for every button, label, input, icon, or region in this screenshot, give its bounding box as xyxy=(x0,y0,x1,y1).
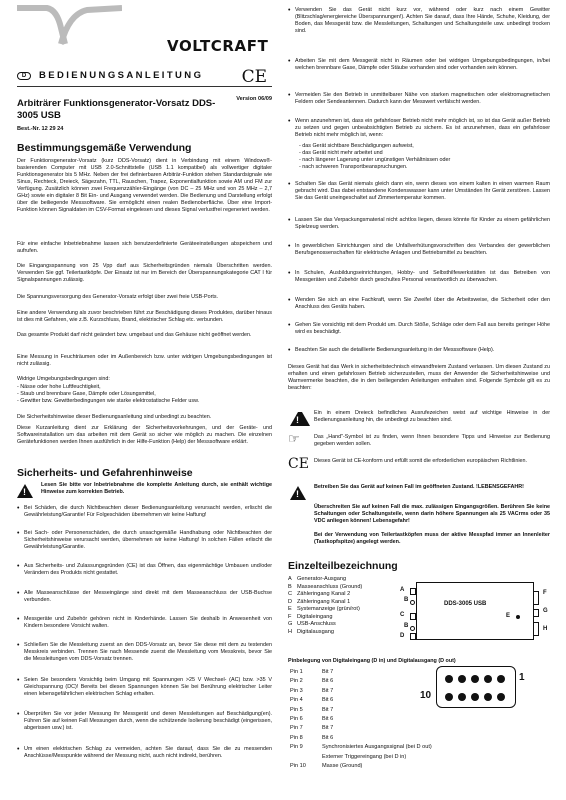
symbol-text: Das „Hand"-Symbol ist zu finden, wenn Ihnen besondere Tipps und Hinweise zur Bedienung gegeben werden sollen. xyxy=(314,434,550,447)
table-row: Externer Triggereingang (bei D in) xyxy=(322,753,407,760)
callout-label: F xyxy=(543,590,547,596)
connector-pinout xyxy=(436,666,516,708)
table-row: Pin 9 Synchronisiertes Ausgangssignal (bei D out) xyxy=(290,744,432,751)
table-row: Pin 5 Bit 7 xyxy=(290,706,334,713)
manual-title: BEDIENUNGSANLEITUNG xyxy=(39,70,204,81)
paragraph: Widrige Umgebungsbedingungen sind: xyxy=(17,376,110,382)
ground-port xyxy=(410,626,415,631)
device-label: DDS-3005 USB xyxy=(444,601,487,607)
callout-label: E xyxy=(506,613,511,619)
section-heading: Einzelteilbezeichnung xyxy=(288,560,398,572)
symbol-text: Ein in einem Dreieck befindliches Ausrufezeichen weist auf wichtige Hinweise in der Bedienungsanleitung hin, die unbedingt zu beachten sind. xyxy=(314,410,550,423)
table-row: Pin 1 Bit 7 xyxy=(290,669,334,675)
list-item: • Alle Masseanschlüsse der Messeingänge sind direkt mit dem Masseanschluss der USB-Buchse verbunden. xyxy=(17,590,272,604)
pin-dot xyxy=(497,675,505,683)
warning-triangle-icon: ! xyxy=(290,486,306,500)
list-item: • Verwenden Sie das Gerät nicht kurz vor, während oder kurz nach einem Gewitter (Blitzschlag/energiereiche Überspannungen!). Achten Sie darauf, dass Ihre Hände, Schuhe, Kleidung, der Boden, das Messgerät bzw. die Messleitungen, Schaltungen und Schaltungsteile usw. unbedingt trocken sind. xyxy=(288,7,550,35)
list-item: • Wenn anzunehmen ist, dass ein gefahrloser Betrieb nicht mehr möglich ist, so ist das Gerät außer Betrieb zu setzen und gegen unbeabsichtigten Betrieb zu sichern. Es ist anzunehmen, dass ein gefahrloser Betrieb nicht mehr möglich ist, wenn: xyxy=(288,118,550,139)
paragraph: Das gesamte Produkt darf nicht geändert bzw. umgebaut und das Gehäuse nicht geöffnet werden. xyxy=(17,332,252,338)
language-badge: D xyxy=(17,72,31,80)
pin-dot xyxy=(445,693,453,701)
warning-triangle-icon: ! xyxy=(17,484,33,498)
legend-item: B Masseanschluss (Ground) xyxy=(288,583,363,590)
paragraph: Für eine einfache Inbetriebnahme lassen sich benutzerdefinierte Geräteeinstellungen abspeichern und aufrufen. xyxy=(17,241,272,254)
list-item: • Beachten Sie auch die detaillierte Bedienungsanleitung in der Messsoftware (Help). xyxy=(288,347,550,354)
callout-label: B xyxy=(404,623,409,629)
table-row: Pin 6 Bit 6 xyxy=(290,716,334,723)
legend-item: E Systemanzeige (grün/rot) xyxy=(288,606,360,612)
divider xyxy=(17,86,272,87)
list-item: • Wenden Sie sich an eine Fachkraft, wenn Sie Zweifel über die Arbeitsweise, die Sicherheit oder den Anschluss des Geräts haben. xyxy=(288,297,550,311)
list-item: • Seien Sie besonders Vorsichtig beim Umgang mit Spannungen >25 V Wechsel- (AC) bzw. >35 V Gleichspannung (DC)! Bereits bei diesen Spannungen können Sie bei Berührung elektrischer Leiter einen lebensgefährlichen elektrischen Schlag erhalten. xyxy=(17,677,272,698)
digital-input-port xyxy=(533,591,539,605)
list-item: - Gewitter bzw. Gewitterbedingungen wie starke elektrostatische Felder usw. xyxy=(17,398,200,404)
paragraph: Die Spannungsversorgung des Generator-Vorsatz erfolgt über zwei freie USB-Ports. xyxy=(17,294,219,300)
product-title: Arbiträrer Funktionsgenerator-Vorsatz DDS-3005 USB xyxy=(17,98,216,121)
paragraph: Diese Kurzanleitung dient zur Erklärung der Sicherheitsvorkehrungen, und der Geräte- und Softwareinstallation um das arbeiten mit dem Gerät so sicher wie möglich zu machen. Die einzelnen Gerätefunktionen werden Ihnen ausführlich in der Hilfe-Funktion (Help) der Messsoftware erklärt. xyxy=(17,425,272,445)
table-row: Pin 3 Bit 7 xyxy=(290,687,334,694)
list-item: - das Gerät nicht mehr arbeitet und xyxy=(299,150,383,156)
warning-text: Betreiben Sie das Gerät auf keinen Fall im geöffneten Zustand. !LEBENSGEFAHR! xyxy=(314,484,524,490)
callout-label: H xyxy=(543,626,548,632)
manual-header xyxy=(17,67,272,87)
warning-text: Lesen Sie bitte vor Inbetriebnahme die komplette Anleitung durch, sie enthält wichtige Hinweise zum korrekten Betrieb. xyxy=(41,482,272,495)
pin-label-1: 1 xyxy=(519,672,525,683)
legend-item: G USB-Anschluss xyxy=(288,621,336,627)
paragraph: Dieses Gerät hat das Werk in sicherheitstechnisch einwandfreiem Zustand verlassen. Um diesen Zustand zu erhalten und einen gefahrlosen Betrieb sicherzustellen, muss der Anwender die Sicherheitshinweise und Warnvermerke beachten, die in den beiliegenden Anleitungen enthalten sind. Folgende Symbole gilt es zu beachten: xyxy=(288,364,550,391)
callout-label: A xyxy=(400,587,405,593)
paragraph: Die Sicherheitshinweise dieser Bedienungsanleitung sind unbedingt zu beachten. xyxy=(17,414,212,420)
list-item: - nach längerer Lagerung unter ungünstigen Verhältnissen oder xyxy=(299,157,451,163)
paragraph: Die Eingangsspannung von 25 Vpp darf aus Sicherheitsgründen niemals Überschritten werden. Verwenden Sie ggf. Teilertastköpfe. Der Einsatz ist nur im Bereich der Überspannungskategorie CAT I für Signalspannungen zulässig. xyxy=(17,263,272,283)
paragraph: Der Funktionsgenerator-Vorsatz (kurz DDS-Vorsatz) dient in Verbindung mit einem Windows®-basierenden Computer mit USB 2.0-Schnittstelle (USB 1.1 kompatibel) als vollwertiger digitaler Funktionsgenerator bis 5 MHz. Neben der frei definierbaren Arbiträr-Funktion stehen Standardsignale wie Sinus, Rechteck, Dreieck, Sägezahn, TTL, Rauschen, Trapez, Exponentialfunktion sowie AM und FM zur Verfügung. Zusätzlich können zwei Frequenzzähler-Eingänge (von DC – 25 MHz und von 25 MHz – 2,7 GHz) sowie ein digitaler 8 Bit Ein- und Ausgang verwendet werden. Die Bedienung und Darstellung erfolgt über die beiliegende Messsoftware. Sie ermöglicht einen realen Bedienoberfläche. Über eine Import-Funktion können Signaldaten im CSV-Format eingelesen und dieses Signal verlustfrei regeneriert werden. xyxy=(17,158,272,213)
list-item: - Nässe oder hohe Luftfeuchtigkeit, xyxy=(17,384,101,390)
list-item: • Bei Schäden, die durch Nichtbeachten dieser Bedienungsanleitung verursacht werden, erlischt die Gewährleistung/Garantie! Für Folgeschäden übernehmen wir keine Haftung! xyxy=(17,505,272,519)
legend-item: F Digitaleingang xyxy=(288,613,333,620)
list-item: - das Gerät sichtbare Beschädigungen aufweist, xyxy=(299,143,414,149)
ground-port xyxy=(410,600,415,605)
pin-dot xyxy=(471,675,479,683)
list-item: - nach schweren Transportbeanspruchungen. xyxy=(299,164,408,170)
list-item: • Schalten Sie das Gerät niemals gleich dann ein, wenn dieses von einem kalten in einen warmen Raum gebracht wird. Das dabei entstandene Kondenswasser kann unter Umständen Ihr Gerät zerstören. Lassen Sie das Gerät uneingeschaltet auf Zimmertemperatur kommen. xyxy=(288,181,550,202)
table-row: Pin 2 Bit 6 xyxy=(290,678,334,685)
list-item: • Gehen Sie vorsichtig mit dem Produkt um. Durch Stöße, Schläge oder dem Fall aus bereits geringer Höhe wird es beschädigt. xyxy=(288,322,550,336)
list-item: • Arbeiten Sie mit dem Messgerät nicht in Räumen oder bei widrigen Umgebungsbedingungen, in/bei welchen brennbare Gase, Dämpfe oder Stäube vorhanden sind oder vorhanden sein können. xyxy=(288,58,550,72)
parts-legend xyxy=(288,576,398,636)
list-item: • Aus Sicherheits- und Zulassungsgründen (CE) ist das Öffnen, das eigenmächtige Umbauen und/oder Verändern des Produkts nicht gestattet. xyxy=(17,563,272,577)
list-item: • Lassen Sie das Verpackungsmaterial nicht achtlos liegen, dieses könnte für Kinder zu einem gefährlichen Spielzeug werden. xyxy=(288,217,550,231)
list-item: • Vermeiden Sie den Betrieb in unmittelbarer Nähe von starken magnetischen oder elektromagnetischen Feldern oder Sendeantennen. Dadurch kann der Messwert verfälscht werden. xyxy=(288,92,550,106)
status-led-icon xyxy=(516,615,520,619)
list-item: • Bei Sach- oder Personenschäden, die durch unsachgemäße Handhabung oder Nichtbeachten der Sicherheitshinweise verursacht werden, übernehmen wir keine Haftung! In solchen Fällen erlischt die Gewährleistung/Garantie. xyxy=(17,530,272,551)
pin-dot xyxy=(445,675,453,683)
table-row: Pin 7 Bit 7 xyxy=(290,725,334,732)
device-diagram xyxy=(400,582,550,642)
list-item: • Um einen elektrischen Schlag zu vermeiden, achten Sie darauf, dass Sie die zu messenden Anschlüsse/Messpunkte während der Messung nicht, auch nicht indirekt, berühren. xyxy=(17,746,272,760)
paragraph: Eine andere Verwendung als zuvor beschrieben führt zur Beschädigung dieses Produktes, darüber hinaus ist dies mit Gefahren, wie z.B. Kurzschluss, Brand, elektrischer Schlag etc. verbunden. xyxy=(17,310,272,323)
symbol-text: Dieses Gerät ist CE-konform und erfüllt somit die erforderlichen europäischen Richtlinien. xyxy=(314,458,528,464)
list-item: • In gewerblichen Einrichtungen sind die Unfallverhütungsvorschriften des Verbandes der gewerblichen Berufsgenossenschaften für elektrische Anlagen und Betriebsmittel zu beachten. xyxy=(288,243,550,257)
callout-label: B xyxy=(404,597,409,603)
counter-ch1-port xyxy=(410,633,416,640)
ce-mark: CE xyxy=(241,67,267,87)
list-item: - Staub und brennbare Gase, Dämpfe oder Lösungsmittel, xyxy=(17,391,156,397)
right-column xyxy=(288,0,550,800)
paragraph: Eine Messung in Feuchträumen oder im Außenbereich bzw. unter widrigen Umgebungsbedingungen ist nicht zulässig. xyxy=(17,354,272,367)
generator-output-port xyxy=(410,588,416,595)
order-number: Best.-Nr. 12 29 24 xyxy=(17,126,64,132)
brand-logo: VOLTCRAFT xyxy=(167,37,269,55)
usb-port xyxy=(533,609,539,617)
table-row: Pin 8 Bit 6 xyxy=(290,734,334,741)
section-heading: Sicherheits- und Gefahrenhinweise xyxy=(17,467,193,479)
legend-item: A Generator-Ausgang xyxy=(288,576,347,582)
device-body xyxy=(416,582,534,640)
list-item: • Messgeräte und Zubehör gehören nicht in Kinderhände. Lassen Sie deshalb in Anwesenheit von Kindern besondere Vorsicht walten. xyxy=(17,616,272,630)
pin-dot xyxy=(458,675,466,683)
callout-label: D xyxy=(400,633,405,639)
pin-label-10: 10 xyxy=(420,690,432,701)
version-label: Version 06/09 xyxy=(236,96,272,102)
table-row: Pin 10 Masse (Ground) xyxy=(290,763,363,770)
legend-item: D Zähleringang Kanal 1 xyxy=(288,598,351,605)
list-item: • Überprüfen Sie vor jeder Messung Ihr Messgerät und deren Messleitungen auf Beschädigung(en). Führen Sie auf keinen Fall Messungen durch, wenn die schützende Isolierung beschädigt (eingerissen, abgerissen usw.) ist. xyxy=(17,711,272,732)
pin-heading: Pinbelegung von Digitaleingang (D in) und Digitalausgang (D out) xyxy=(288,658,456,664)
list-item: • Schließen Sie die Messleitung zuerst an den DDS-Vorsatz an, bevor Sie diese mit dem zu testenden Messkreis verbinden. Trennen Sie nach Messende zuerst die Messleitung vom Messkreis, bevor Sie die Messleitungen vom DDS-Vorsatz trennen. xyxy=(17,642,272,663)
legend-item: H Digitalausgang xyxy=(288,628,335,635)
logo-swoosh-icon xyxy=(17,0,122,58)
callout-label: C xyxy=(400,612,405,618)
section-heading: Bestimmungsgemäße Verwendung xyxy=(17,142,192,154)
table-row: Pin 4 Bit 6 xyxy=(290,697,334,704)
pin-dot xyxy=(458,693,466,701)
pin-dot xyxy=(497,693,505,701)
callout-label: G xyxy=(543,608,548,614)
pin-dot xyxy=(471,693,479,701)
warning-text: Bei der Verwendung von Teilertastköpfen muss der aktive Messpfad immer an Innenleiter (Tastkopfspitze) angelegt werden. xyxy=(314,532,550,545)
digital-output-port xyxy=(533,622,539,636)
pin-table xyxy=(288,667,434,772)
warning-triangle-icon: ! xyxy=(290,412,310,426)
warning-text: Überschreiten Sie auf keinen Fall die max. zulässigen Eingangsgrößen. Berühren Sie keine Schaltungen oder Schaltungsteile, wenn darin höhere Spannungen als 25 VACrms oder 35 VDC anliegen können! Lebensgefahr! xyxy=(314,504,550,524)
list-item: • In Schulen, Ausbildungseinrichtungen, Hobby- und Selbsthilfewerkstätten ist das Betreiben von Messgeräten und Zubehör durch geschultes Personal verantwortlich zu überwachen. xyxy=(288,270,550,284)
hand-pointer-icon: ☞ xyxy=(288,431,300,446)
legend-item: C Zähleringang Kanal 2 xyxy=(288,591,351,597)
left-column xyxy=(17,0,272,800)
ce-icon: CE xyxy=(288,456,309,472)
pin-dot xyxy=(484,675,492,683)
pin-dot xyxy=(484,693,492,701)
counter-ch2-port xyxy=(410,613,416,620)
